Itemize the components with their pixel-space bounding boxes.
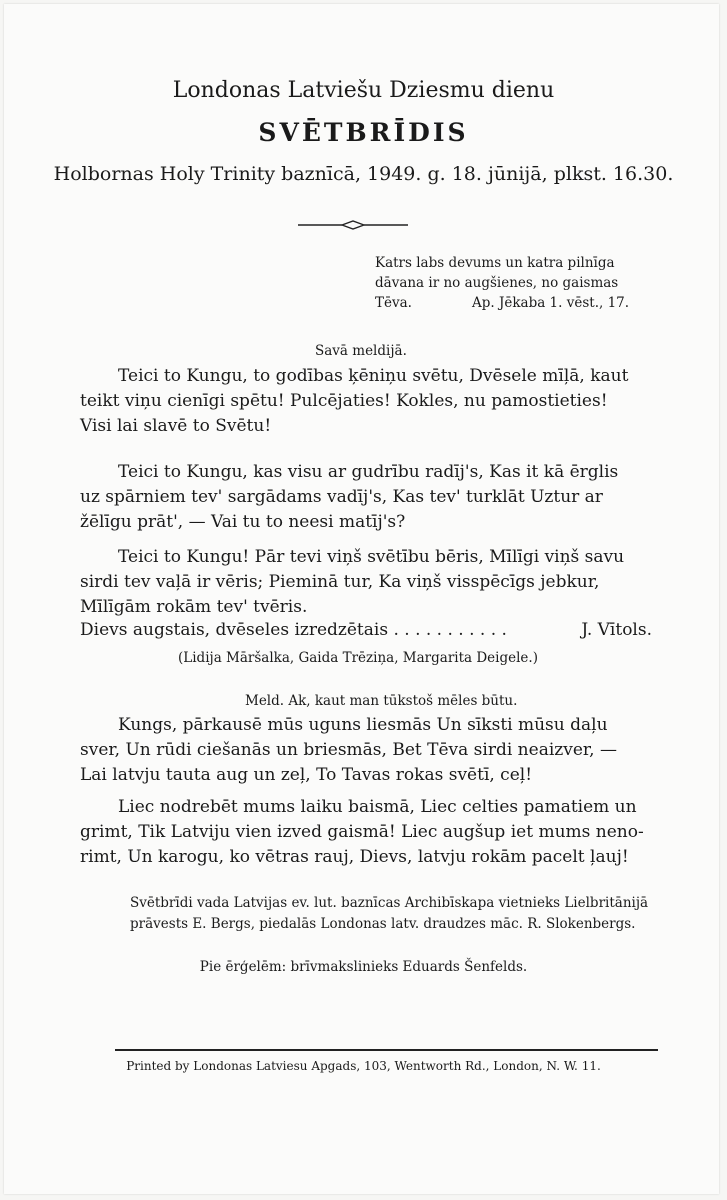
song-composer: J. Vītols.	[581, 620, 652, 640]
motto-line: Tēva. Ap. Jēkaba 1. vēst., 17.	[375, 295, 630, 311]
song-title: Dievs augstais, dvēseles izredzētais . . . . . . . . . . .	[80, 620, 507, 640]
officiant-note	[130, 893, 648, 935]
closing-verse-1	[80, 713, 652, 788]
verse-line: žēlīgu prāt', — Vai tu to neesi matīj's?	[80, 512, 406, 532]
motto-line: Katrs labs devums un katra pilnīga	[375, 255, 615, 271]
motto-line: dāvana ir no augšienes, no gaismas	[375, 275, 619, 291]
verse-line: Kungs, pārkausē mūs uguns liesmās Un sīksti mūsu daļu	[118, 715, 608, 735]
song-entry	[80, 620, 652, 640]
verse-line: Teici to Kungu! Pār tevi viņš svētību bēris, Mīlīgi viņš savu	[118, 547, 625, 567]
verse-line: Mīlīgām rokām tev' tvēris.	[80, 597, 308, 617]
verse-line: Lai latvju tauta aug un zeļ, To Tavas rokas svētī, ceļ!	[80, 765, 533, 785]
verse-line: Visi lai slavē to Svētu!	[80, 416, 272, 436]
verse-line: rimt, Un karogu, ko vētras rauj, Dievs, latvju rokām pacelt ļauj!	[80, 847, 629, 867]
verse-line: Teici to Kungu, kas visu ar gudrību radīj's, Kas it kā ērglis	[118, 462, 619, 482]
closing-verse-2	[80, 795, 652, 870]
song-performers: (Lidija Māršalka, Gaida Trēziņa, Margarita Deigele.)	[178, 650, 538, 666]
note-line: Svētbrīdi vada Latvijas ev. lut. baznīcas Archibīskapa vietnieks Lielbritānijā	[130, 895, 649, 911]
event-location: Holbornas Holy Trinity baznīcā, 1949. g. 18. jūnijā, plkst. 16.30.	[53, 163, 674, 185]
closing-melody-label: Meld. Ak, kaut man tūkstoš mēles būtu.	[245, 693, 518, 709]
program-subtitle: SVĒTBRĪDIS	[258, 118, 469, 147]
hymn-verse-2	[80, 460, 652, 535]
hymn-verse-3	[80, 545, 652, 620]
organist-note: Pie ērģelēm: brīvmakslinieks Eduards Šenfelds.	[199, 959, 528, 975]
hymn-verse-1	[80, 364, 652, 439]
program-title: Londonas Latviešu Dziesmu dienu	[172, 78, 555, 103]
printer-imprint: Printed by Londonas Latviesu Apgads, 103, Wentworth Rd., London, N. W. 11.	[126, 1059, 601, 1073]
verse-line: sirdi tev vaļā ir vēris; Pieminā tur, Ka viņš visspēcīgs jebkur,	[80, 572, 600, 592]
verse-line: grimt, Tik Latviju vien izved gaismā! Liec augšup iet mums neno-	[80, 822, 644, 842]
verse-line: Liec nodrebēt mums laiku baismā, Liec celties pamatiem un	[118, 797, 637, 817]
footer-divider	[115, 1049, 658, 1051]
verse-line: Teici to Kungu, to godības ķēniņu svētu, Dvēsele mīļā, kaut	[118, 366, 629, 386]
verse-line: uz spārniem tev' sargādams vadīj's, Kas tev' turklāt Uztur ar	[80, 487, 603, 507]
scripture-motto	[375, 253, 629, 313]
scripture-reference: Ap. Jēkaba 1. vēst., 17.	[471, 295, 630, 311]
note-line: prāvests E. Bergs, piedalās Londonas latv. draudzes māc. R. Slokenbergs.	[130, 916, 636, 932]
verse-line: sver, Un rūdi ciešanās un briesmās, Bet Tēva sirdi neaizver, —	[80, 740, 617, 760]
ornament-divider	[298, 219, 408, 231]
hymn-melody-label: Savā meldijā.	[315, 343, 407, 359]
verse-line: teikt viņu cienīgi spētu! Pulcējaties! Kokles, nu pamostieties!	[80, 391, 608, 411]
